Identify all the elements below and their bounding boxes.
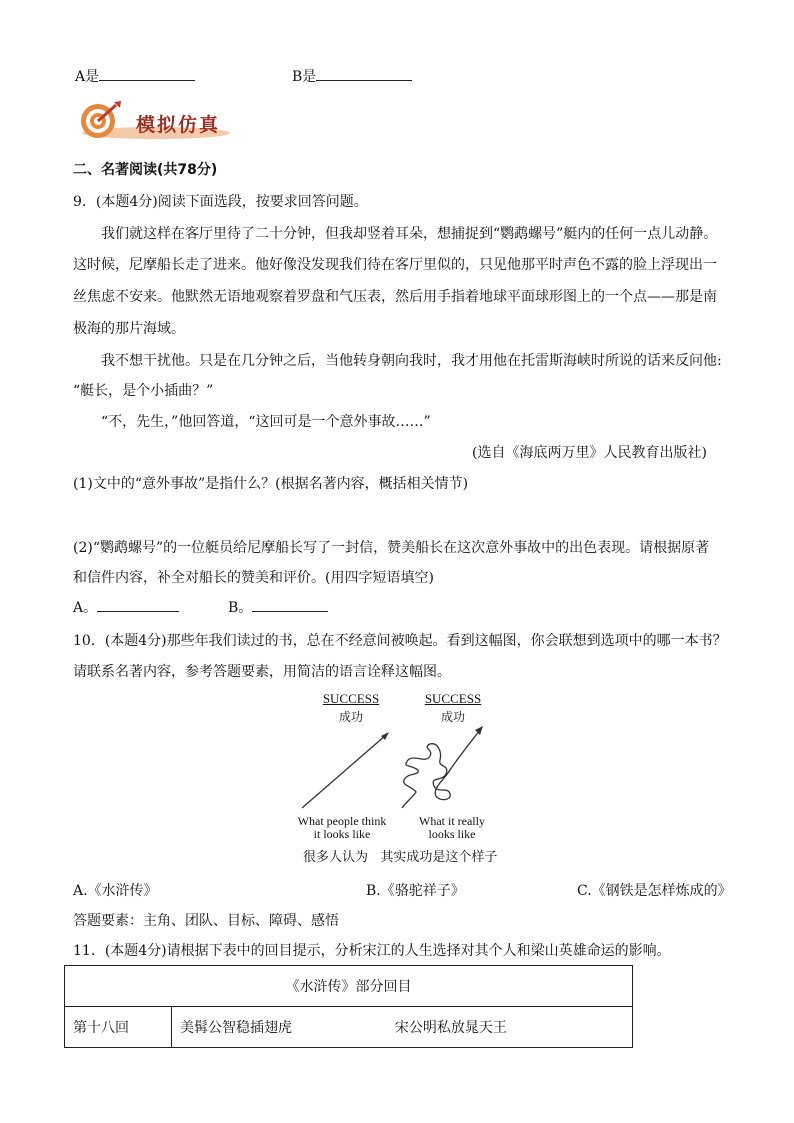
q10-stem: 请联系名著内容，参考答题要素，用简洁的语言诠释这幅图。 [73, 664, 451, 680]
figure-right-title: SUCCESS [424, 691, 482, 706]
table-header-row [65, 966, 633, 1007]
table-chapter-cell: 第十八回 [65, 1007, 172, 1048]
q9-option-b [228, 597, 328, 617]
simulation-logo [78, 100, 238, 142]
figure-left-caption-1: What people think [297, 814, 387, 828]
answer-a-line [75, 66, 195, 86]
figure-right-title-cn: 成功 [440, 710, 465, 724]
answer-a-blank[interactable] [99, 68, 195, 81]
squiggle-arrow-line [402, 730, 480, 808]
chapter-table [64, 965, 633, 1048]
q9-option-b-blank[interactable] [252, 599, 328, 612]
figure-left-title-cn: 成功 [338, 710, 363, 724]
q10-answer-elements: 答题要素：主角、团队、目标、障碍、感悟 [73, 913, 339, 929]
q9-passage-line: “不，先生，”他回答道，“这回可是一个意外事故……” [101, 414, 431, 430]
answer-a-label: A是 [75, 69, 100, 85]
success-figure [290, 690, 510, 865]
q10-choice-a[interactable]: A.《水浒传》 [73, 883, 158, 899]
figure-left-caption-2: it looks like [313, 827, 371, 841]
straight-arrow-line [302, 735, 386, 808]
answer-b-label: B是 [292, 69, 317, 85]
q9-option-a-label: A。 [73, 600, 98, 616]
q9-passage-line: 这时候，尼摩船长走了进来。他好像没发现我们待在客厅里似的，只见他那平时声色不露的脸上浮现出一 [73, 257, 717, 273]
figure-bottom-caption: 很多人认为 其实成功是这个样子 [303, 850, 498, 865]
q9-subquestion-2: (2)“鹦鹉螺号”的一位艇员给尼摩船长写了一封信，赞美船长在这次意外事故中的出色表现。请根据原著 [73, 540, 710, 556]
section-title: 二、名著阅读(共78分) [73, 162, 218, 178]
q9-option-a [73, 597, 179, 617]
q9-stem: 9．(本题4分)阅读下面选段，按要求回答问题。 [73, 194, 368, 210]
logo-text: 模拟仿真 [136, 114, 221, 136]
q11-stem: 11．(本题4分)请根据下表中的回目提示，分析宋江的人生选择对其个人和梁山英雄命运的影响。 [73, 943, 671, 959]
q9-passage-line: 丝焦虑不安来。他默然无语地观察着罗盘和气压表，然后用手指着地球平面球形图上的一个点——那是南 [73, 289, 717, 305]
q9-option-a-blank[interactable] [97, 599, 179, 612]
chapter-title-b: 宋公明私放晁天王 [394, 1020, 507, 1036]
answer-b-line [292, 66, 412, 86]
q10-stem: 10．(本题4分)那些年我们读过的书，总在不经意间被唤起。看到这幅图，你会联想到选项中的哪一本书？ [73, 633, 727, 649]
chapter-title-a: 美髯公智稳插翅虎 [180, 1020, 292, 1036]
q9-passage-line: 极海的那片海域。 [73, 321, 185, 337]
figure-left-title: SUCCESS [322, 691, 380, 706]
table-title: 《水浒传》部分回目 [65, 966, 633, 1007]
table-title-cell [172, 1007, 633, 1048]
q9-passage-line: 我们就这样在客厅里待了二十分钟，但我却竖着耳朵，想捕捉到“鹦鹉螺号”艇内的任何一点儿动静。 [101, 226, 718, 242]
squiggle-arrowhead [475, 726, 483, 735]
q10-choice-b[interactable]: B.《骆驼祥子》 [366, 883, 465, 899]
q9-passage-line: 我不想干扰他。只是在几分钟之后，当他转身朝向我时，我才用他在托雷斯海峡时所说的话来反问他: [101, 353, 722, 369]
answer-b-blank[interactable] [316, 68, 412, 81]
q9-subquestion-1: (1)文中的“意外事故”是指什么？(根据名著内容，概括相关情节) [73, 476, 469, 492]
figure-right-caption-2: looks like [428, 827, 476, 841]
q9-passage-line: “艇长，是个小插曲？” [73, 383, 214, 399]
figure-right-caption-1: What it really [419, 814, 485, 828]
table-row [65, 1007, 633, 1048]
q9-option-b-label: B。 [228, 600, 253, 616]
q9-source: (选自《海底两万里》人民教育出版社) [472, 445, 707, 461]
q10-choice-c[interactable]: C.《钢铁是怎样炼成的》 [577, 883, 732, 899]
q9-subquestion-2: 和信件内容，补全对船长的赞美和评价。(用四字短语填空) [73, 570, 434, 586]
